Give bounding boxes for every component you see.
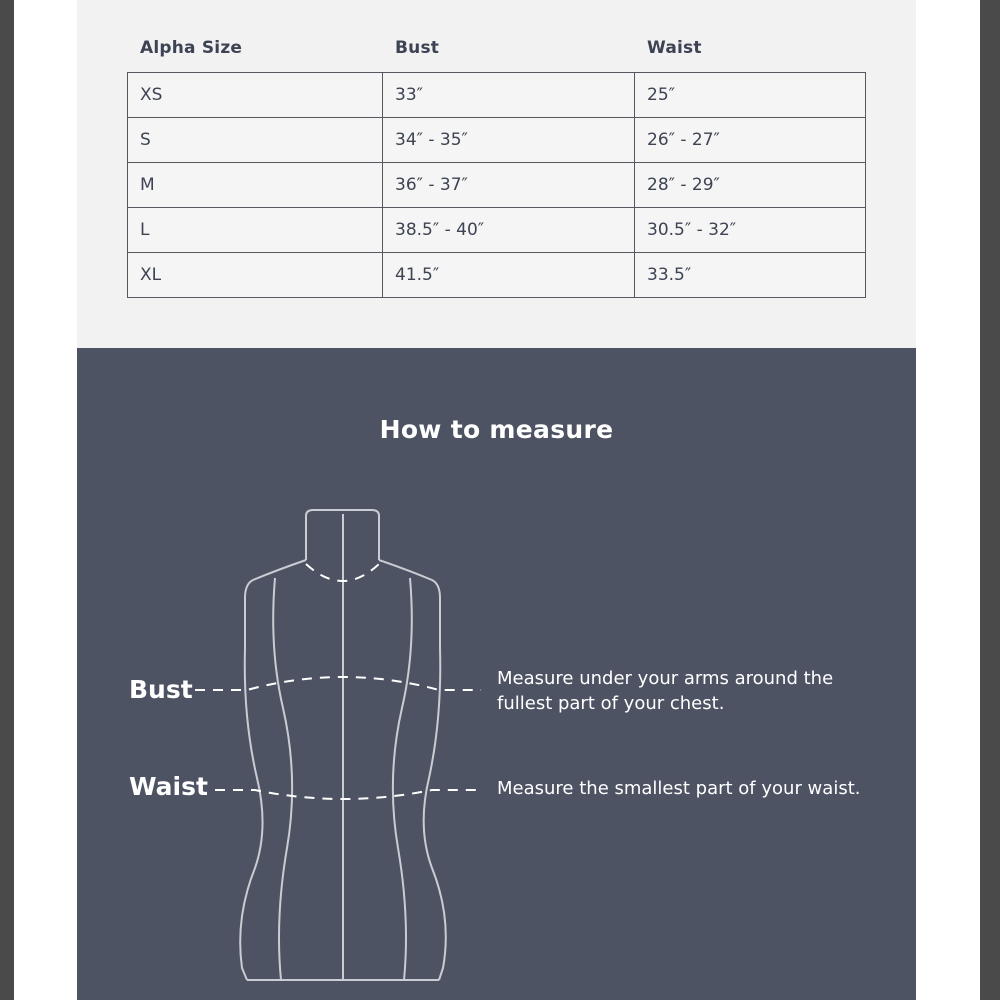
right-shoulder-outline xyxy=(379,560,440,648)
cell-size: S xyxy=(128,118,383,163)
cell-size: XL xyxy=(128,253,383,298)
cell-waist: 30.5″ - 32″ xyxy=(635,208,866,253)
left-shoulder-outline xyxy=(245,560,306,648)
cell-bust: 38.5″ - 40″ xyxy=(383,208,635,253)
table-row xyxy=(128,118,866,163)
waist-description: Measure the smallest part of your waist. xyxy=(497,778,861,799)
table-row xyxy=(128,253,866,298)
right-body-outline xyxy=(424,648,446,980)
table-row xyxy=(128,73,866,118)
cell-bust: 34″ - 35″ xyxy=(383,118,635,163)
header-alpha-size: Alpha Size xyxy=(140,38,243,58)
bust-label: Bust xyxy=(129,675,193,704)
bust-description xyxy=(497,666,833,716)
cell-bust: 33″ xyxy=(383,73,635,118)
size-table xyxy=(127,72,866,298)
cell-waist: 26″ - 27″ xyxy=(635,118,866,163)
header-bust: Bust xyxy=(395,38,440,58)
how-to-measure-panel xyxy=(77,348,916,1000)
size-chart-panel xyxy=(77,0,916,348)
bust-line-dashed xyxy=(195,677,481,690)
cell-waist: 25″ xyxy=(635,73,866,118)
waist-line-dashed xyxy=(215,790,481,799)
table-row xyxy=(128,163,866,208)
section-title: How to measure xyxy=(379,415,614,444)
waist-label: Waist xyxy=(129,772,208,801)
header-waist: Waist xyxy=(647,38,702,58)
left-body-outline xyxy=(240,648,262,980)
cell-bust: 41.5″ xyxy=(383,253,635,298)
table-row xyxy=(128,208,866,253)
bust-description-line1: Measure under your arms around the xyxy=(497,668,834,689)
left-seam xyxy=(273,578,292,980)
bust-description-line2: fullest part of your chest. xyxy=(497,693,725,714)
cell-size: M xyxy=(128,163,383,208)
cell-bust: 36″ - 37″ xyxy=(383,163,635,208)
window-frame-right xyxy=(980,0,1000,1000)
cell-waist: 28″ - 29″ xyxy=(635,163,866,208)
size-guide-page xyxy=(14,0,980,1000)
cell-size: L xyxy=(128,208,383,253)
window-frame-left xyxy=(0,0,14,1000)
cell-size: XS xyxy=(128,73,383,118)
right-seam xyxy=(393,578,412,980)
cell-waist: 33.5″ xyxy=(635,253,866,298)
